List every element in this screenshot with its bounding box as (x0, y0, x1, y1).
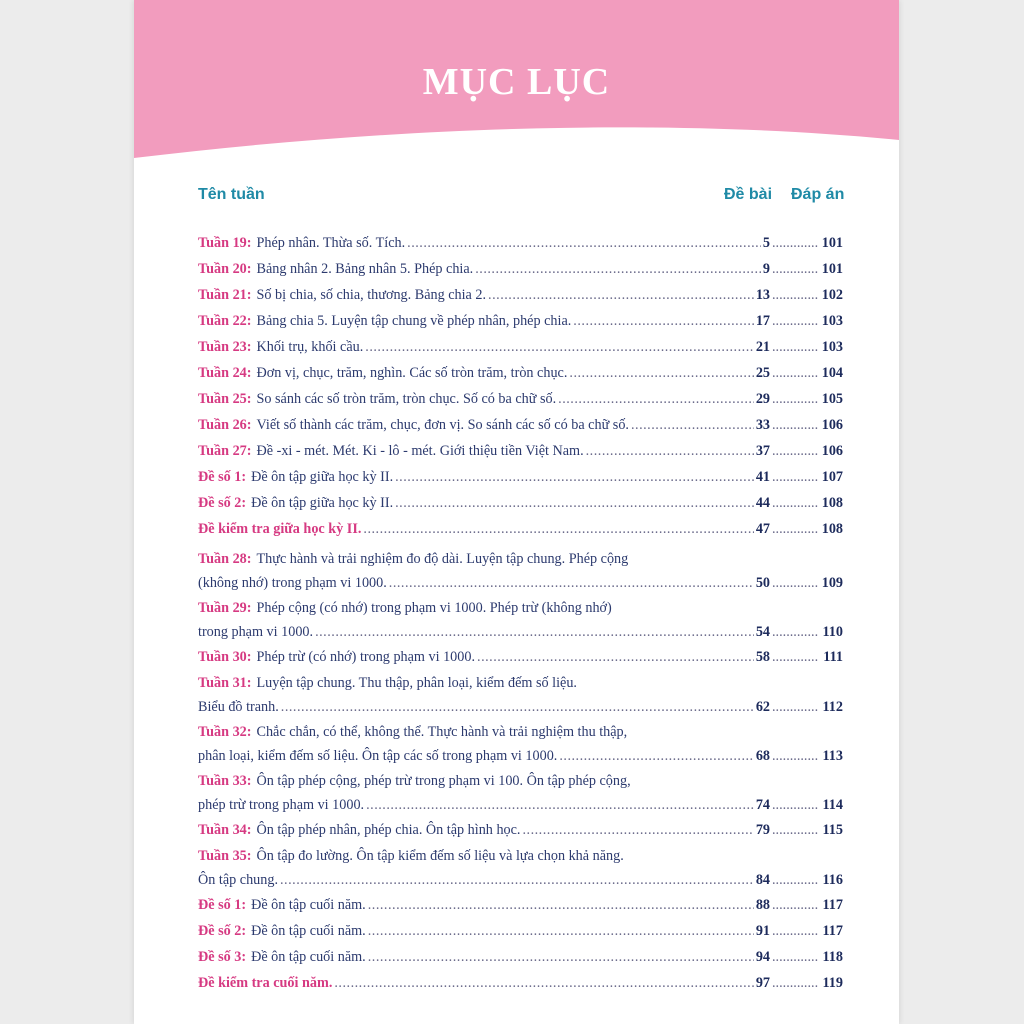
toc-entry-label: Tuần 28: (198, 551, 252, 567)
answer-page-number: 109 (821, 575, 843, 591)
toc-entry-label: Tuần 24: (198, 365, 252, 381)
toc-entry-label: Tuần 23: (198, 339, 252, 355)
answer-page-number: 115 (822, 822, 843, 838)
toc-entry-line (198, 921, 843, 942)
dot-leader (315, 620, 754, 644)
column-header-question: Đề bài (724, 186, 773, 203)
dot-leader (772, 921, 818, 942)
question-page-number: 84 (755, 872, 770, 888)
toc-entry-title: So sánh các số tròn trăm, tròn chục. Số có ba chữ số. (256, 391, 557, 407)
question-page-number: 21 (755, 339, 770, 355)
toc-entry-line (198, 571, 843, 595)
dot-leader (772, 947, 818, 968)
answer-page-number: 110 (822, 624, 843, 640)
toc-entry-title: Ôn tập chung. (198, 872, 278, 888)
dot-leader (772, 519, 818, 540)
column-header-name: Tên tuần (198, 186, 265, 203)
dot-leader (772, 389, 818, 410)
toc-entry (198, 947, 843, 968)
dot-leader (368, 895, 754, 916)
toc-entry (198, 233, 843, 254)
answer-page-number: 118 (822, 949, 843, 965)
dot-leader (772, 415, 818, 436)
toc-entry-title: Phép nhân. Thừa số. Tích. (256, 235, 406, 251)
toc-entry (198, 647, 843, 668)
answer-page-number: 108 (821, 495, 843, 511)
toc-entry-title: Đề ôn tập cuối năm. (251, 923, 366, 939)
toc-entry (198, 720, 843, 768)
toc-entry (198, 973, 843, 994)
toc-entry-title: trong phạm vi 1000. (198, 624, 314, 640)
toc-entry-title: (không nhớ) trong phạm vi 1000. (198, 575, 387, 591)
dot-leader (559, 744, 753, 768)
dot-leader (772, 441, 818, 462)
dot-leader (280, 868, 754, 892)
toc-entry-title: Biểu đồ tranh. (198, 699, 279, 715)
toc-entry (198, 895, 843, 916)
dot-leader (488, 285, 754, 306)
question-page-number: 54 (755, 624, 770, 640)
toc-entry (198, 596, 843, 644)
dot-leader (631, 415, 754, 436)
toc-entry-label: Đề kiểm tra cuối năm. (198, 975, 333, 991)
dot-leader (586, 441, 754, 462)
toc-entry-label: Tuần 19: (198, 235, 252, 251)
answer-page-number: 103 (821, 313, 843, 329)
toc-entry (198, 363, 843, 384)
toc-entry-title: Khối trụ, khối cầu. (256, 339, 364, 355)
toc-entry-title: Luyện tập chung. Thu thập, phân loại, kiểm đếm số liệu. (256, 675, 577, 691)
toc-entry-label: Tuần 22: (198, 313, 252, 329)
dot-leader (281, 695, 754, 719)
toc-entry-label: Đề số 2: (198, 923, 247, 939)
book-page (134, 0, 899, 1024)
toc-entry (198, 921, 843, 942)
toc-entry-title: Đơn vị, chục, trăm, nghìn. Các số tròn trăm, tròn chục. (256, 365, 568, 381)
dot-leader (569, 363, 753, 384)
dot-leader (772, 695, 818, 719)
dot-leader (407, 233, 761, 254)
question-page-number: 88 (755, 897, 770, 913)
answer-page-number: 113 (822, 748, 843, 764)
dot-leader (368, 921, 754, 942)
toc-entry (198, 441, 843, 462)
toc-entry-label: Tuần 20: (198, 261, 252, 277)
answer-page-number: 111 (823, 649, 843, 665)
toc-entry-label: Đề số 2: (198, 495, 247, 511)
toc-entry-label: Đề kiểm tra giữa học kỳ II. (198, 521, 362, 537)
dot-leader (772, 820, 818, 841)
toc-entry-title: Bảng chia 5. Luyện tập chung về phép nhân, phép chia. (256, 313, 572, 329)
toc-entry-title: Chắc chắn, có thể, không thể. Thực hành và trải nghiệm thu thập, (256, 724, 628, 740)
toc-entry-line (198, 973, 843, 994)
question-page-number: 79 (755, 822, 770, 838)
answer-page-number: 112 (822, 699, 843, 715)
question-page-number: 17 (755, 313, 770, 329)
toc-entry-title: Đề ôn tập cuối năm. (251, 949, 366, 965)
toc-entry-title: Đề ôn tập giữa học kỳ II. (251, 469, 394, 485)
dot-leader (772, 467, 818, 488)
answer-page-number: 119 (822, 975, 843, 991)
question-page-number: 37 (755, 443, 770, 459)
toc-entry (198, 467, 843, 488)
question-page-number: 13 (755, 287, 770, 303)
dot-leader (772, 259, 818, 280)
toc-entry-label: Tuần 32: (198, 724, 252, 740)
toc-entry-label: Tuần 34: (198, 822, 252, 838)
toc-entry (198, 285, 843, 306)
answer-page-number: 106 (821, 443, 843, 459)
dot-leader (522, 820, 753, 841)
answer-page-number: 101 (821, 261, 843, 277)
dot-leader (573, 311, 754, 332)
toc-entry-line (198, 311, 843, 332)
question-page-number: 44 (755, 495, 770, 511)
question-page-number: 74 (755, 797, 770, 813)
toc-entry-label: Tuần 27: (198, 443, 252, 459)
toc-entry-title: Số bị chia, số chia, thương. Bảng chia 2. (256, 287, 487, 303)
answer-page-number: 117 (822, 923, 843, 939)
toc-entry-title: Ôn tập phép cộng, phép trừ trong phạm vi 100. Ôn tập phép cộng, (256, 773, 631, 789)
answer-page-number: 107 (821, 469, 843, 485)
toc-entry-line (198, 596, 843, 620)
toc-entry-title: Phép cộng (có nhớ) trong phạm vi 1000. Phép trừ (không nhớ) (256, 600, 612, 616)
toc-entry-line (198, 467, 843, 488)
toc-entry-label: Tuần 30: (198, 649, 252, 665)
answer-page-number: 103 (821, 339, 843, 355)
question-page-number: 58 (755, 649, 770, 665)
toc-entry (198, 671, 843, 719)
dot-leader (475, 259, 761, 280)
dot-leader (366, 793, 754, 817)
answer-page-number: 102 (821, 287, 843, 303)
toc-entry (198, 337, 843, 358)
toc-entry (198, 519, 843, 540)
toc-entry-line (198, 695, 843, 719)
toc-entry-line (198, 389, 843, 410)
question-page-number: 29 (755, 391, 770, 407)
toc-entry-line (198, 337, 843, 358)
toc-entry-line (198, 844, 843, 868)
answer-page-number: 104 (821, 365, 843, 381)
toc-entry-title: Đề -xi - mét. Mét. Ki - lô - mét. Giới thiệu tiền Việt Nam. (256, 443, 584, 459)
toc-entry (198, 259, 843, 280)
answer-page-number: 101 (821, 235, 843, 251)
toc-entry-title: Viết số thành các trăm, chục, đơn vị. So sánh các số có ba chữ số. (256, 417, 629, 433)
dot-leader (772, 571, 818, 595)
toc-entry-label: Đề số 1: (198, 897, 247, 913)
dot-leader (772, 620, 818, 644)
toc-entry-title: Ôn tập đo lường. Ôn tập kiểm đếm số liệu và lựa chọn khả năng. (256, 848, 624, 864)
page-title: MỤC LỤC (422, 61, 611, 103)
dot-leader (363, 519, 753, 540)
question-page-number: 33 (755, 417, 770, 433)
question-page-number: 9 (762, 261, 770, 277)
toc-entry-line (198, 820, 843, 841)
dot-leader (334, 973, 753, 994)
answer-page-number: 114 (822, 797, 843, 813)
toc-entry-title: Thực hành và trải nghiệm đo độ dài. Luyện tập chung. Phép cộng (256, 551, 629, 567)
question-page-number: 25 (755, 365, 770, 381)
toc-entry-line (198, 895, 843, 916)
dot-leader (772, 744, 818, 768)
dot-leader (395, 467, 754, 488)
dot-leader (772, 493, 818, 514)
toc-entry-line (198, 868, 843, 892)
dot-leader (772, 363, 818, 384)
question-page-number: 50 (755, 575, 770, 591)
question-page-number: 91 (755, 923, 770, 939)
toc-entry-title: phân loại, kiểm đếm số liệu. Ôn tập các số trong phạm vi 1000. (198, 748, 558, 764)
toc-entry-line (198, 647, 843, 668)
toc-entry (198, 311, 843, 332)
toc-entry-line (198, 441, 843, 462)
dot-leader (772, 285, 818, 306)
toc-entry-line (198, 233, 843, 254)
dot-leader (558, 389, 754, 410)
toc-entry-label: Đề số 1: (198, 469, 247, 485)
toc-entry-line (198, 259, 843, 280)
question-page-number: 97 (755, 975, 770, 991)
dot-leader (389, 571, 754, 595)
toc-entry-line (198, 720, 843, 744)
toc-entry-label: Tuần 33: (198, 773, 252, 789)
answer-page-number: 108 (821, 521, 843, 537)
answer-page-number: 117 (822, 897, 843, 913)
question-page-number: 5 (762, 235, 770, 251)
dot-leader (772, 793, 818, 817)
column-header-answer: Đáp án (791, 186, 845, 203)
toc-entry (198, 820, 843, 841)
toc-entry (198, 389, 843, 410)
answer-page-number: 105 (821, 391, 843, 407)
toc-entry-title: phép trừ trong phạm vi 1000. (198, 797, 365, 813)
toc-entry-line (198, 620, 843, 644)
dot-leader (368, 947, 754, 968)
toc-entry (198, 415, 843, 436)
toc-entry (198, 769, 843, 817)
toc-entry-line (198, 547, 843, 571)
toc-entry-line (198, 519, 843, 540)
toc-entry-title: Ôn tập phép nhân, phép chia. Ôn tập hình học. (256, 822, 521, 838)
toc-entry-title: Phép trừ (có nhớ) trong phạm vi 1000. (256, 649, 476, 665)
toc-entry (198, 844, 843, 892)
toc-entry-line (198, 947, 843, 968)
dot-leader (772, 337, 818, 358)
toc-entry-line (198, 769, 843, 793)
question-page-number: 94 (755, 949, 770, 965)
answer-page-number: 106 (821, 417, 843, 433)
dot-leader (365, 337, 754, 358)
dot-leader (477, 647, 754, 668)
toc-entry-line (198, 671, 843, 695)
answer-page-number: 116 (822, 872, 843, 888)
dot-leader (772, 647, 818, 668)
toc-entry-title: Bảng nhân 2. Bảng nhân 5. Phép chia. (256, 261, 474, 277)
dot-leader (395, 493, 754, 514)
toc-entry (198, 493, 843, 514)
toc-entry-label: Tuần 35: (198, 848, 252, 864)
toc-entry-title: Đề ôn tập giữa học kỳ II. (251, 495, 394, 511)
toc-entry-title: Đề ôn tập cuối năm. (251, 897, 366, 913)
dot-leader (772, 311, 818, 332)
toc-entry-label: Tuần 21: (198, 287, 252, 303)
toc-entry-line (198, 744, 843, 768)
question-page-number: 41 (755, 469, 770, 485)
question-page-number: 68 (755, 748, 770, 764)
dot-leader (772, 868, 818, 892)
question-page-number: 62 (755, 699, 770, 715)
toc-entry-label: Đề số 3: (198, 949, 247, 965)
dot-leader (772, 895, 818, 916)
toc-entry-label: Tuần 31: (198, 675, 252, 691)
toc-entry-label: Tuần 25: (198, 391, 252, 407)
toc-entry-line (198, 363, 843, 384)
toc-entry-label: Tuần 29: (198, 600, 252, 616)
toc-entry-line (198, 285, 843, 306)
toc-entry-line (198, 493, 843, 514)
toc-entry-label: Tuần 26: (198, 417, 252, 433)
dot-leader (772, 233, 818, 254)
toc-entry-line (198, 793, 843, 817)
question-page-number: 47 (755, 521, 770, 537)
dot-leader (772, 973, 818, 994)
toc-entry-line (198, 415, 843, 436)
toc-entry (198, 547, 843, 595)
